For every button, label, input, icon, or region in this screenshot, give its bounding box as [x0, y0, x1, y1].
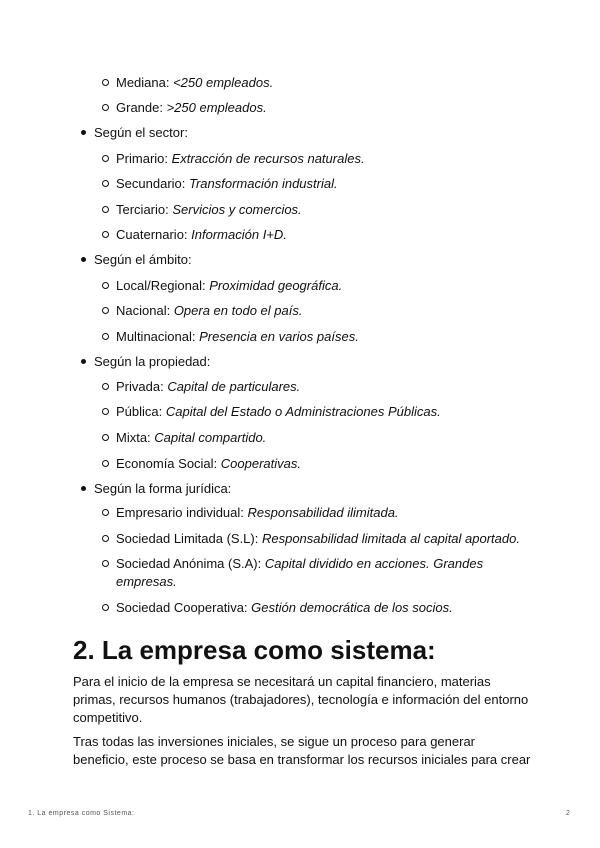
category-heading: [94, 251, 192, 268]
list-item: [116, 378, 300, 395]
footer-section-title: 1. La empresa como Sistema:: [28, 810, 135, 817]
list-item: [116, 150, 365, 167]
category-heading: [94, 480, 231, 497]
item-label: Primario:: [116, 151, 172, 166]
paragraph: Para el inicio de la empresa se necesitará un capital financiero, materias primas, recursos humanos (trabajadores), tecnología e información del entorno competitivo.: [73, 674, 529, 725]
item-description: Responsabilidad ilimitada.: [247, 505, 399, 520]
item-description: <250 empleados.: [173, 75, 274, 90]
list-item: [116, 302, 302, 319]
circle-bullet-icon: [102, 560, 109, 567]
section-heading: 2. La empresa como sistema:: [73, 635, 436, 665]
list-item: [116, 455, 301, 472]
circle-bullet-icon: [102, 460, 109, 467]
item-label: Cuaternario:: [116, 227, 192, 242]
disc-bullet-icon: [81, 257, 86, 262]
circle-bullet-icon: [102, 307, 109, 314]
item-description: >250 empleados.: [166, 100, 267, 115]
item-description: Responsabilidad limitada al capital aportado.: [261, 531, 520, 546]
item-label: Grande:: [116, 100, 167, 115]
item-description: Servicios y comercios.: [172, 202, 302, 217]
list-item: [116, 429, 266, 446]
category-heading-text: Según el ámbito:: [94, 252, 192, 267]
item-label: Terciario:: [116, 202, 173, 217]
circle-bullet-icon: [102, 509, 109, 516]
disc-bullet-icon: [81, 486, 86, 491]
item-description: Gestión democrática de los socios.: [251, 600, 453, 615]
category-heading-text: Según el sector:: [94, 125, 188, 140]
category-heading: [94, 124, 188, 141]
item-description: Capital del Estado o Administraciones Públicas.: [165, 404, 441, 419]
circle-bullet-icon: [102, 231, 109, 238]
item-label: Nacional:: [116, 303, 174, 318]
item-label: Sociedad Cooperativa:: [116, 600, 252, 615]
circle-bullet-icon: [102, 155, 109, 162]
category-heading-text: Según la propiedad:: [94, 354, 211, 369]
category-heading: [94, 353, 210, 370]
list-item: [116, 530, 520, 547]
list-item: [116, 201, 302, 218]
item-description: Cooperativas.: [220, 456, 301, 471]
item-description: Capital de particulares.: [167, 379, 301, 394]
item-label: Local/Regional:: [116, 278, 210, 293]
item-label: Pública:: [116, 404, 166, 419]
item-description: Proximidad geográfica.: [209, 278, 343, 293]
circle-bullet-icon: [102, 333, 109, 340]
item-description: Capital dividido en acciones. Grandes empresas.: [116, 556, 484, 589]
list-item: [116, 175, 338, 192]
disc-bullet-icon: [81, 359, 86, 364]
item-description: Presencia en varios países.: [199, 329, 359, 344]
item-label: Mixta:: [116, 430, 155, 445]
item-label: Secundario:: [116, 176, 189, 191]
item-description: Capital compartido.: [154, 430, 267, 445]
circle-bullet-icon: [102, 79, 109, 86]
item-label: Mediana:: [116, 75, 174, 90]
circle-bullet-icon: [102, 180, 109, 187]
list-item: [116, 99, 267, 116]
item-label: Economía Social:: [116, 456, 221, 471]
page-number: 2: [566, 810, 570, 817]
item-label: Privada:: [116, 379, 168, 394]
item-description: Extracción de recursos naturales.: [171, 151, 365, 166]
item-label: Empresario individual:: [116, 505, 248, 520]
circle-bullet-icon: [102, 434, 109, 441]
item-description: Transformación industrial.: [189, 176, 338, 191]
paragraph: Tras todas las inversiones iniciales, se sigue un proceso para generar beneficio, este proceso se basa en transformar los recursos iniciales para crear: [73, 734, 531, 767]
list-item: [116, 226, 287, 243]
item-label: Sociedad Anónima (S.A):: [116, 556, 265, 571]
circle-bullet-icon: [102, 104, 109, 111]
list-item: [116, 74, 273, 91]
circle-bullet-icon: [102, 408, 109, 415]
category-heading-text: Según la forma jurídica:: [94, 481, 232, 496]
circle-bullet-icon: [102, 206, 109, 213]
list-item: [116, 504, 399, 521]
list-item: [116, 599, 453, 616]
item-description: Opera en todo el país.: [173, 303, 303, 318]
item-description: Información I+D.: [191, 227, 287, 242]
circle-bullet-icon: [102, 604, 109, 611]
disc-bullet-icon: [81, 130, 86, 135]
list-item: [116, 403, 441, 420]
list-item: [116, 277, 342, 294]
list-item: [116, 328, 359, 345]
circle-bullet-icon: [102, 383, 109, 390]
item-label: Sociedad Limitada (S.L):: [116, 531, 262, 546]
list-item: [116, 555, 526, 591]
circle-bullet-icon: [102, 535, 109, 542]
circle-bullet-icon: [102, 282, 109, 289]
item-label: Multinacional:: [116, 329, 200, 344]
